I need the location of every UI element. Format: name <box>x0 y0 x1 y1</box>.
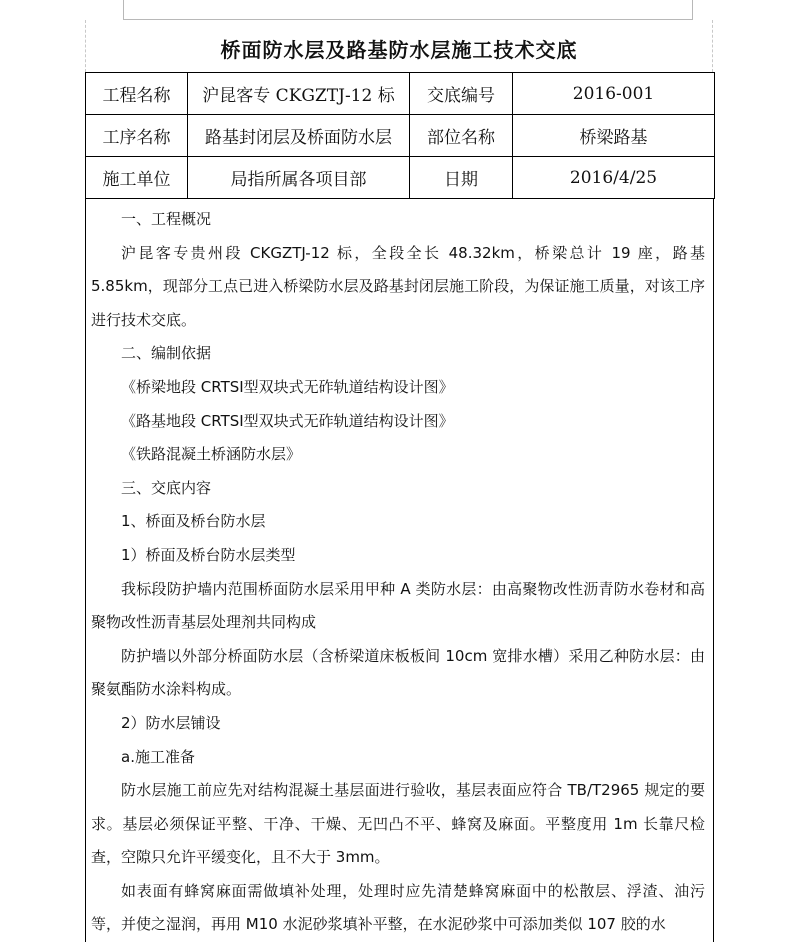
project-name-label[interactable]: 工程名称 <box>86 73 188 115</box>
handover-number-label[interactable]: 交底编号 <box>410 73 513 115</box>
subheading-laying[interactable]: 2）防水层铺设 <box>121 713 221 732</box>
header-info-table <box>85 72 715 199</box>
basis-item-bridge-design[interactable]: 《桥梁地段 CRTSⅠ型双块式无砟轨道结构设计图》 <box>121 377 454 396</box>
section-heading-basis[interactable]: 二、编制依据 <box>121 344 212 363</box>
subheading-waterproof-types[interactable]: 1）桥面及桥台防水层类型 <box>121 545 296 564</box>
overview-paragraph[interactable]: 沪昆客专贵州段 CKGZTJ-12 标，全段全长 48.32km，桥梁总计 19 座，路基 5.85km，现部分工点已进入桥梁防水层及路基封闭层施工阶段，为保证施工质量，对该工序进行技术交底。 <box>91 243 705 329</box>
project-name-value[interactable]: 沪昆客专 CKGZTJ-12 标 <box>188 73 410 115</box>
subheading-deck-waterproof[interactable]: 1、桥面及桥台防水层 <box>121 512 266 531</box>
header-row-project <box>86 73 715 115</box>
date-label[interactable]: 日期 <box>410 157 513 199</box>
page-guide-left <box>123 0 124 20</box>
header-row-process <box>86 115 715 157</box>
location-name-label[interactable]: 部位名称 <box>410 115 513 157</box>
repair-paragraph[interactable]: 如表面有蜂窝麻面需做填补处理，处理时应先清楚蜂窝麻面中的松散层、浮渣、油污等，并使之湿润，再用 M10 水泥砂浆填补平整，在水泥砂浆中可添加类似 107 胶的水 <box>91 881 705 934</box>
header-row-unit <box>86 157 715 199</box>
document-title[interactable]: 桥面防水层及路基防水层施工技术交底 <box>220 37 578 62</box>
type-a-paragraph[interactable]: 我标段防护墙内范围桥面防水层采用甲种 A 类防水层：由高聚物改性沥青防水卷材和高聚物改性沥青基层处理剂共同构成 <box>91 579 705 632</box>
section-heading-content[interactable]: 三、交底内容 <box>121 478 212 497</box>
preparation-paragraph[interactable]: 防水层施工前应先对结构混凝土基层面进行验收，基层表面应符合 TB/T2965 规定的要求。基层必须保证平整、干净、干燥、无凹凸不平、蜂窝及麻面。平整度用 1m 长靠尺检查，空隙只允许平缓变化，且不大于 3mm。 <box>91 781 705 867</box>
handover-number-value[interactable]: 2016-001 <box>513 73 715 115</box>
location-name-value[interactable]: 桥梁路基 <box>513 115 715 157</box>
section-heading-overview[interactable]: 一、工程概况 <box>121 210 212 228</box>
type-b-paragraph[interactable]: 防护墙以外部分桥面防水层（含桥梁道床板板间 10cm 宽排水槽）采用乙种防水层：由聚氨酯防水涂料构成。 <box>91 646 705 699</box>
date-value[interactable]: 2016/4/25 <box>513 157 715 199</box>
process-name-label[interactable]: 工序名称 <box>86 115 188 157</box>
subheading-preparation[interactable]: a.施工准备 <box>121 747 195 766</box>
handover-content <box>85 199 714 942</box>
construction-unit-value[interactable]: 局指所属各项目部 <box>188 157 410 199</box>
basis-item-waterproof-standard[interactable]: 《铁路混凝土桥涵防水层》 <box>121 445 302 464</box>
page-guide-right <box>692 0 693 20</box>
process-name-value[interactable]: 路基封闭层及桥面防水层 <box>188 115 410 157</box>
construction-unit-label[interactable]: 施工单位 <box>86 157 188 199</box>
basis-item-subgrade-design[interactable]: 《路基地段 CRTSⅠ型双块式无砟轨道结构设计图》 <box>121 411 454 430</box>
title-box <box>85 20 713 72</box>
